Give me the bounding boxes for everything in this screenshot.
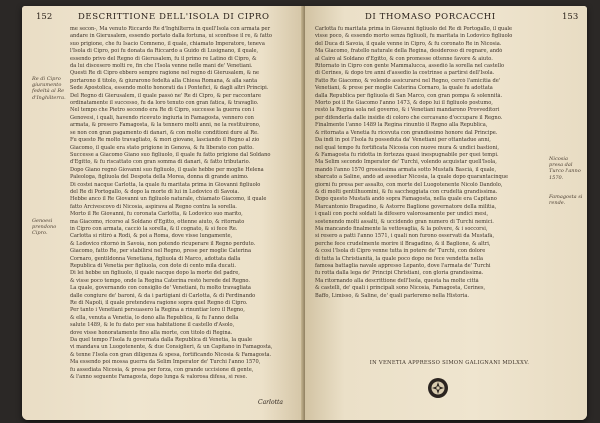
text-line: Ma mancando finalmente la vettovaglia, & la polvere, & i soccorsi,: [315, 225, 488, 232]
text-line: Dopo Giano regnò Giovanni suo figliuolo, il quale hebbe per moglie Helena: [70, 166, 264, 173]
right-page: [305, 6, 587, 420]
text-line: Republica di Venetia per figliuola, con dote di cento mila ducati.: [70, 263, 236, 269]
right-margin-note-2: Famagosta si rende.: [549, 194, 583, 207]
text-line: Dopo questo Mustafà andò sopra Famagosta, nella quale era Capitano: [315, 196, 497, 203]
open-book: [22, 6, 587, 420]
text-line: del Duca di Savoia, il quale venne in Cipro, & fu coronato Re in Nicosia.: [315, 40, 502, 47]
text-line: ma Giacomo, ricorso al Soldano d'Egitto, ottenne aiuto, & ritornato: [70, 218, 245, 225]
text-line: & ella, venuta a Venetia, lo donò alla Republica, & fu l'anno della: [70, 314, 239, 321]
text-line: Baffo, Limisso, & Saline, de' quali parleremo nella Historia.: [315, 292, 469, 299]
text-line: Finalmente l'anno 1489 la Regina rinuntiò il Regno alla Republica,: [315, 122, 488, 129]
text-line: visse poco, & essendo morto senza figliuoli, fu maritata in Lodovico figliuolo: [315, 33, 513, 40]
text-line: Re di Napoli, il quale pretendeva ragione sopra quel Regno di Cipro.: [70, 300, 248, 307]
text-line: suo prigione, che fu Isacio Comneno, il quale, chiamato Imperatore, teneva: [70, 40, 265, 47]
left-running-head: DESCRITTIONE DELL'ISOLA DI CIPRO: [78, 12, 270, 22]
left-body-text: [70, 26, 296, 382]
text-line: famosa battaglia navale appresso Lepanto, dove l'armata de' Turchi: [315, 263, 491, 269]
text-line: andare in Gierusalem, essendo portato dalla fortuna, ui sconfisse il re, & fatto: [70, 33, 272, 40]
text-line: Di costei nacque Carlotta, la quale fu maritata prima in Giovanni figliuolo: [70, 181, 261, 188]
text-line: portarono il titolo, & giurarono fedeltà alla Chiesa Romana, & alla santa: [70, 77, 258, 84]
right-margin-note-1: Nicosia presa dal Turco l'anno 1570.: [549, 156, 581, 181]
text-line: & di molti gentilhuomini, & fu saccheggiata con crudeltà grandissima.: [315, 188, 498, 195]
left-margin-note-1: Re di Cipro giuramento fedeltà al Re d'Inghilterra.: [32, 76, 66, 101]
left-page: [22, 6, 304, 420]
text-line: Paleologa, figliuola del Despota della Morea, donna di grande animo.: [70, 174, 249, 181]
text-line: essendo privo del Regno di Gierusalem, fu il primo re Latino di Cipro, &: [70, 55, 257, 62]
text-line: Fu questo Re molto travagliato, & morì giovane, lasciando il Regno al zio: [70, 137, 260, 144]
left-margin-note-2: Genoesi prendono Cipro.: [32, 218, 57, 237]
text-line: Giacomo, il quale era stato prigione in Genova, & fu liberato con patto.: [70, 144, 254, 151]
text-line: Questi Re di Cipro ebbero sempre ragione nel regno di Gierusalem, & ne: [70, 70, 260, 77]
text-line: & castelli, de' quali i principali sono Nicosia, Famagosta, Cerines,: [315, 285, 486, 292]
text-line: da lui discesero molti re, fin che l'Isola venne nelle mani de' Venetiani.: [70, 63, 253, 70]
text-line: perche fece crudelmente morire il Bragadino, & il Baglione, & altri,: [315, 240, 491, 247]
text-line: in Cipro con armata, cacciò la sorella, & il cognato, & si fece Re.: [70, 225, 238, 232]
text-line: La quale, governando con consiglio de' Venetiani, fu molto travagliata: [70, 285, 251, 292]
text-line: giorni fu presa per assalto, con morte del Luogotenente Nicolò Dandolo,: [315, 181, 503, 188]
text-line: Carlotta fu maritata prima in Giovanni figliuolo del Re di Portogallo, il quale: [315, 26, 513, 32]
text-line: al Cairo al Soldano d'Egitto, & con promesse ottenne favore & aiuto.: [315, 55, 493, 62]
text-line: Cornaro, gentildonna Venetiana, figliuola di Marco, adottata dalla: [70, 255, 241, 262]
text-line: se non con gran pagamento di danari, & con molte conditioni dure al Re.: [70, 129, 259, 136]
text-line: Nel tempo che Pietro secondo era Re di Cipro, successe la guerra con i: [70, 107, 255, 114]
right-running-head: DI THOMASO PORCACCHI: [365, 12, 496, 22]
text-line: Giacomo, fatto Re, per stabilirsi nel Regno, prese per moglie Caterina: [70, 248, 252, 255]
text-line: & tenne l'Isola con gran diligenza & spesa, fortificando Nicosia & Famagosta.: [70, 351, 272, 358]
text-line: i quali con pochi soldati la difesero valorosamente per undici mesi,: [315, 211, 489, 218]
text-line: Ma Giacomo, fratello naturale della Regina, desideroso di regnare, andò: [315, 48, 503, 55]
text-line: Hebbe anco il Re Giovanni un figliuolo naturale, chiamato Giacomo, il quale: [70, 196, 267, 203]
text-line: & visse poco tempo, onde la Regina Caterina restò herede del Regno.: [70, 277, 250, 284]
text-line: salute 1489, & le fu dato per sua habitatione il castello d'Asolo,: [70, 322, 235, 329]
text-line: restò la Regina sola nel governo, & i Venetiani mandarono Provveditori: [315, 107, 500, 114]
text-line: Da indi in poi l'Isola fu posseduta da' Venetiani per ottantadue anni,: [315, 137, 491, 144]
text-line: dalla Republica per figliuola di San Marco, con gran pompa & solennità.: [315, 92, 503, 99]
text-line: Fatto Re Giacomo, & volendo assicurarsi nel Regno, cercò l'amicitia de': [315, 77, 501, 84]
text-line: & Lodovico ritornò in Savoia, non potendo ricuperare il Regno perduto.: [70, 240, 256, 247]
text-line: Morto poi il Re Giacomo l'anno 1473, & dopo lui il figliuolo postumo,: [315, 100, 493, 107]
text-line: del Re di Portogallo, & dopo la morte di lui in Lodovico di Savoia.: [70, 188, 240, 195]
text-line: me secon-, Ma venuto Riccardo Re d'Inghilterra in quell'Isola con armata per: [70, 26, 270, 32]
text-line: Ritornato in Cipro con gente Mammalucca, assediò la sorella nel castello: [315, 63, 505, 70]
text-line: di tutta la Christianità, la quale poco dopo ne fece vendetta nella: [315, 255, 484, 262]
text-line: dalle congiure de' baroni, & da i partigiani di Carlotta, & di Ferdinando: [70, 292, 256, 299]
text-line: si resero a patti l'anno 1571, i quali non furono osservati da Mustafà,: [315, 233, 495, 240]
text-line: Da quel tempo l'Isola fu governata dalla Republica di Venetia, la quale: [70, 337, 252, 344]
printers-fleuron-icon: [426, 376, 450, 400]
left-catchword: Carlotta: [258, 399, 283, 406]
text-line: d'Egitto, & fu riscattato con gran somma di danari, & fatto tributario.: [70, 159, 251, 166]
text-line: & così l'Isola di Cipro venne tutta in potere de' Turchi, con dolore: [315, 248, 486, 255]
text-line: Per tanto i Venetiani persuasero la Regina a rinuntiar loro il Regno,: [70, 307, 245, 314]
colophon: IN VENETIA APPRESSO SIMON GALIGNANI MDLXXV.: [369, 360, 530, 366]
text-line: Venetiani, & prese per moglie Caterina Cornaro, la quale fu adottata: [315, 85, 493, 92]
text-line: di Cerines, & dopo tre anni d'assedio la costrinse a partirsi dell'Isola.: [315, 70, 495, 77]
text-line: Del Regno di Gierusalem, il quale passò ne' Re di Cipro, & per raccontare: [70, 92, 262, 99]
text-line: vi mandava un Luogotenente, & due Consiglieri, & un Capitano in Famagosta,: [70, 344, 273, 351]
right-body-text: [315, 26, 543, 300]
text-line: Genovesi, i quali, havendo ricevuto ingiuria in Famagosta, vennero con: [70, 114, 254, 121]
text-line: sbarcato a Saline, andò ad assediar Nicosia, la quale dopo quarantacinque: [315, 174, 509, 181]
text-line: fu rotta dalla lega de' Principi Christiani, con gloria grandissima.: [315, 270, 484, 277]
text-line: fatto Arcivescovo di Nicosia, aspirava al Regno contra la sorella.: [70, 203, 237, 210]
text-line: dove visse honoratamente fino alla morte, con titolo di Regina.: [70, 329, 233, 336]
right-page-number: 153: [562, 12, 579, 22]
text-line: fu assediata Nicosia, & presa per forza, con grande uccisione di gente,: [70, 366, 254, 373]
text-line: mandò l'anno 1570 grossissima armata sotto Mustafà Bascià, il quale,: [315, 166, 497, 173]
text-line: l'Isola di Cipro, poi fu donata da Riccardo a Guido di Lusignano, il quale,: [70, 48, 259, 55]
text-line: Carlotta si ritirò a Rodi, & poi a Roma, dove visse lungamente,: [70, 233, 233, 240]
text-line: & Famagosta fu ridotta in fortezza quasi inespugnabile per quei tempi.: [315, 151, 499, 158]
text-line: ordinatamente il successo, fu da loro tenuto con gran fatica, & travaglio.: [70, 100, 259, 107]
text-line: Di lei hebbe un figliuolo, il quale nacque dopo la morte del padre,: [70, 270, 240, 277]
left-page-number: 152: [36, 12, 53, 22]
text-line: & l'anno seguente Famagosta, dopo lunga & valorosa difesa, si rese.: [70, 374, 248, 381]
text-line: Successe a Giacomo Giano suo figliuolo, il quale fu fatto prigione dal Soldano: [70, 151, 271, 158]
text-line: armata, & presero Famagosta, & la tennero molti anni, ne la restituirono,: [70, 122, 261, 129]
text-line: per difenderla dalle insidie di coloro che cercavano d'occupare il Regno.: [315, 114, 503, 121]
text-line: Ma ritornando alla descrittione dell'Isola, questa ha molte città: [315, 277, 479, 284]
text-line: & ritornata a Venetia fu ricevuta con grandissimo honore dal Principe.: [315, 129, 498, 136]
text-line: nel qual tempo fu fortificata Nicosia con nuove mura & undici bastioni,: [315, 144, 499, 151]
text-line: Ma essendo poi mossa guerra da Selim Imperator de' Turchi l'anno 1570,: [70, 359, 261, 366]
text-line: Marcantonio Bragadino, & Astorre Baglione governatore della militia,: [315, 203, 497, 210]
text-line: sostenendo molti assalti, & uccidendo gran numero di Turchi nemici.: [315, 218, 494, 225]
text-line: Sede Apostolica, essendo molto honorati da i Pontefici, & dagli altri Principi.: [70, 85, 269, 92]
text-line: Morto il Re Giovanni, fu coronata Carlotta, & Lodovico suo marito,: [70, 211, 243, 218]
text-line: Ma Selim secondo Imperator de' Turchi, volendo acquistar quell'Isola,: [315, 159, 497, 166]
